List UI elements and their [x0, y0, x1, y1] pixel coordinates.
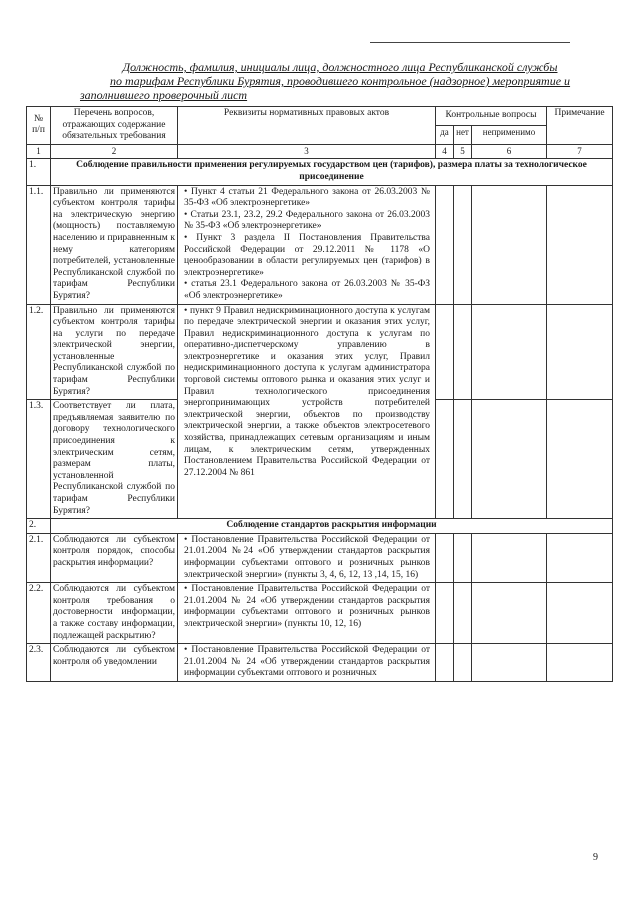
- answer-na-cell[interactable]: [472, 185, 547, 304]
- act-reference: • Статьи 23.1, 23.2, 29.2 Федерального закона от 26.03.2003 № 35-ФЗ «Об электроэнергетике»: [184, 209, 430, 232]
- checklist-heading: [80, 60, 600, 102]
- col-na-header: неприменимо: [472, 125, 547, 144]
- row-number: 2.2.: [27, 583, 51, 644]
- row-question: Правильно ли применяются субъектом контроля тарифы на электрическую энергию (мощность) поставляемую населению и приравненным к нему категориям потребителей, установленные Республиканской службой по тарифам Республики Бурятия?: [51, 185, 178, 304]
- act-reference: • пункт 9 Правил недискриминационного доступа к услугам по передаче электрической энергии и оказания этих услуг, Правил недискриминационного доступа к услугам по оперативно-диспетчерскому управлению в электроэнергетике и оказания этих услуг, Правил недискриминационного доступа к услугам администратора торговой системы оптового рынка и оказания этих услуг и Правил технологического присоединения энергопринимающих устройств потребителей электрической энергии, объектов по производству электрической энергии, а также объектов электросетевого хозяйства, принадлежащих сетевым организациям и иным лицам, к электрическим сетям, утвержденных Постановлением Правительства Российской Федерации от 27.12.2004 № 861: [184, 305, 430, 478]
- header-row: [27, 107, 613, 126]
- answer-na-cell[interactable]: [472, 400, 547, 519]
- heading-line-3: заполнившего проверочный лист: [80, 88, 248, 102]
- numbering-cell: 4: [436, 144, 454, 159]
- table-row: [27, 185, 613, 304]
- answer-yes-cell[interactable]: [436, 185, 454, 304]
- numbering-cell: 6: [472, 144, 547, 159]
- table-row: [27, 304, 613, 400]
- answer-no-cell[interactable]: [454, 400, 472, 519]
- answer-na-cell[interactable]: [472, 533, 547, 582]
- section-title: Соблюдение стандартов раскрытия информации: [51, 519, 613, 534]
- answer-yes-cell[interactable]: [436, 400, 454, 519]
- row-question: Правильно ли применяются субъектом контроля тарифы на услуги по передаче электрической энергии, установленные Республиканской службой по тарифам Республики Бурятия?: [51, 304, 178, 400]
- section-row: [27, 519, 613, 534]
- note-cell[interactable]: [547, 644, 613, 682]
- answer-no-cell[interactable]: [454, 533, 472, 582]
- note-cell[interactable]: [547, 400, 613, 519]
- answer-na-cell[interactable]: [472, 583, 547, 644]
- col-num-header: № п/п: [27, 107, 51, 145]
- col-note-header: Примечание: [547, 107, 613, 145]
- row-number: 1.1.: [27, 185, 51, 304]
- numbering-cell: 5: [454, 144, 472, 159]
- act-reference: • статья 23.1 Федерального закона от 26.03.2003 № 35-ФЗ «Об электроэнергетике»: [184, 279, 430, 301]
- col-no-header: нет: [454, 125, 472, 144]
- row-question: Соответствует ли плата, предъявляемая заявителю по договору технологического присоединения к электрическим сетям, размерам платы, установленной Республиканской службой по тарифам Республики Бурятия?: [51, 400, 178, 519]
- row-number: 1.2.: [27, 304, 51, 400]
- numbering-cell: 3: [178, 144, 436, 159]
- section-title: Соблюдение правильности применения регулируемых государством цен (тарифов), размера платы за технологическое присоединение: [51, 159, 613, 185]
- act-reference: • Пункт 3 раздела II Постановления Правительства Российской Федерации от 29.12.2011 № 1178 «О ценообразовании в области регулируемых цен (тарифов) в электроэнергетике»: [184, 232, 430, 278]
- row-question: Соблюдаются ли субъектом контроля порядок, способы раскрытия информации?: [51, 533, 178, 582]
- answer-no-cell[interactable]: [454, 185, 472, 304]
- answer-no-cell[interactable]: [454, 304, 472, 400]
- heading-line-1: Должность, фамилия, инициалы лица, должностного лица Республиканской службы: [122, 60, 558, 74]
- row-number: 1.3.: [27, 400, 51, 519]
- section-row: [27, 159, 613, 185]
- row-acts: [178, 185, 436, 304]
- answer-no-cell[interactable]: [454, 644, 472, 682]
- col-yes-header: да: [436, 125, 454, 144]
- signature-line: [370, 42, 570, 43]
- row-number: 2.1.: [27, 533, 51, 582]
- section-number: 2.: [27, 519, 51, 534]
- page-number: 9: [593, 852, 598, 863]
- note-cell[interactable]: [547, 304, 613, 400]
- answer-yes-cell[interactable]: [436, 644, 454, 682]
- answer-yes-cell[interactable]: [436, 533, 454, 582]
- numbering-cell: 2: [51, 144, 178, 159]
- numbering-cell: 7: [547, 144, 613, 159]
- table-row: [27, 644, 613, 682]
- act-reference: • Постановление Правительства Российской Федерации от 21.01.2004 №24 «Об утверждении стандартов раскрытия информации субъектами оптового и розничных рынков электрической энергии» (пункты 3, 4, 6, 12, 13 ,14, 15, 16): [184, 534, 430, 580]
- note-cell[interactable]: [547, 583, 613, 644]
- act-reference: • Постановление Правительства Российской Федерации от 21.01.2004 № 24 «Об утверждении стандартов раскрытия информации субъектами оптового и розничных рынков электрической энергии» (пункты 10, 12, 16): [184, 584, 430, 629]
- section-number: 1.: [27, 159, 51, 185]
- row-question: Соблюдаются ли субъектом контроля об уведомлении: [51, 644, 178, 682]
- note-cell[interactable]: [547, 533, 613, 582]
- row-question: Соблюдаются ли субъектом контроля требования о достоверности информации, а также составу информации, подлежащей раскрытию?: [51, 583, 178, 644]
- numbering-row: [27, 144, 613, 159]
- row-acts: [178, 304, 436, 519]
- answer-yes-cell[interactable]: [436, 304, 454, 400]
- heading-line-2: по тарифам Республики Бурятия, проводившего контрольное (надзорное) мероприятие и: [109, 74, 571, 88]
- col-control-header: Контрольные вопросы: [436, 107, 547, 126]
- answer-na-cell[interactable]: [472, 644, 547, 682]
- col-acts-header: Реквизиты нормативных правовых актов: [178, 107, 436, 145]
- row-number: 2.3.: [27, 644, 51, 682]
- answer-yes-cell[interactable]: [436, 583, 454, 644]
- act-reference: • Постановление Правительства Российской Федерации от 21.01.2004 № 24 «Об утверждении стандартов раскрытия информации субъектами оптового и розничных: [184, 645, 430, 679]
- table-row: [27, 583, 613, 644]
- checklist-table: [26, 106, 613, 682]
- row-acts: [178, 583, 436, 644]
- act-reference: • Пункт 4 статьи 21 Федерального закона от 26.03.2003 № 35-ФЗ «Об электроэнергетике»: [184, 186, 430, 209]
- numbering-cell: 1: [27, 144, 51, 159]
- note-cell[interactable]: [547, 185, 613, 304]
- row-acts: [178, 644, 436, 682]
- row-acts: [178, 533, 436, 582]
- answer-na-cell[interactable]: [472, 304, 547, 400]
- table-row: [27, 533, 613, 582]
- col-questions-header: Перечень вопросов, отражающих содержание обязательных требования: [51, 107, 178, 145]
- answer-no-cell[interactable]: [454, 583, 472, 644]
